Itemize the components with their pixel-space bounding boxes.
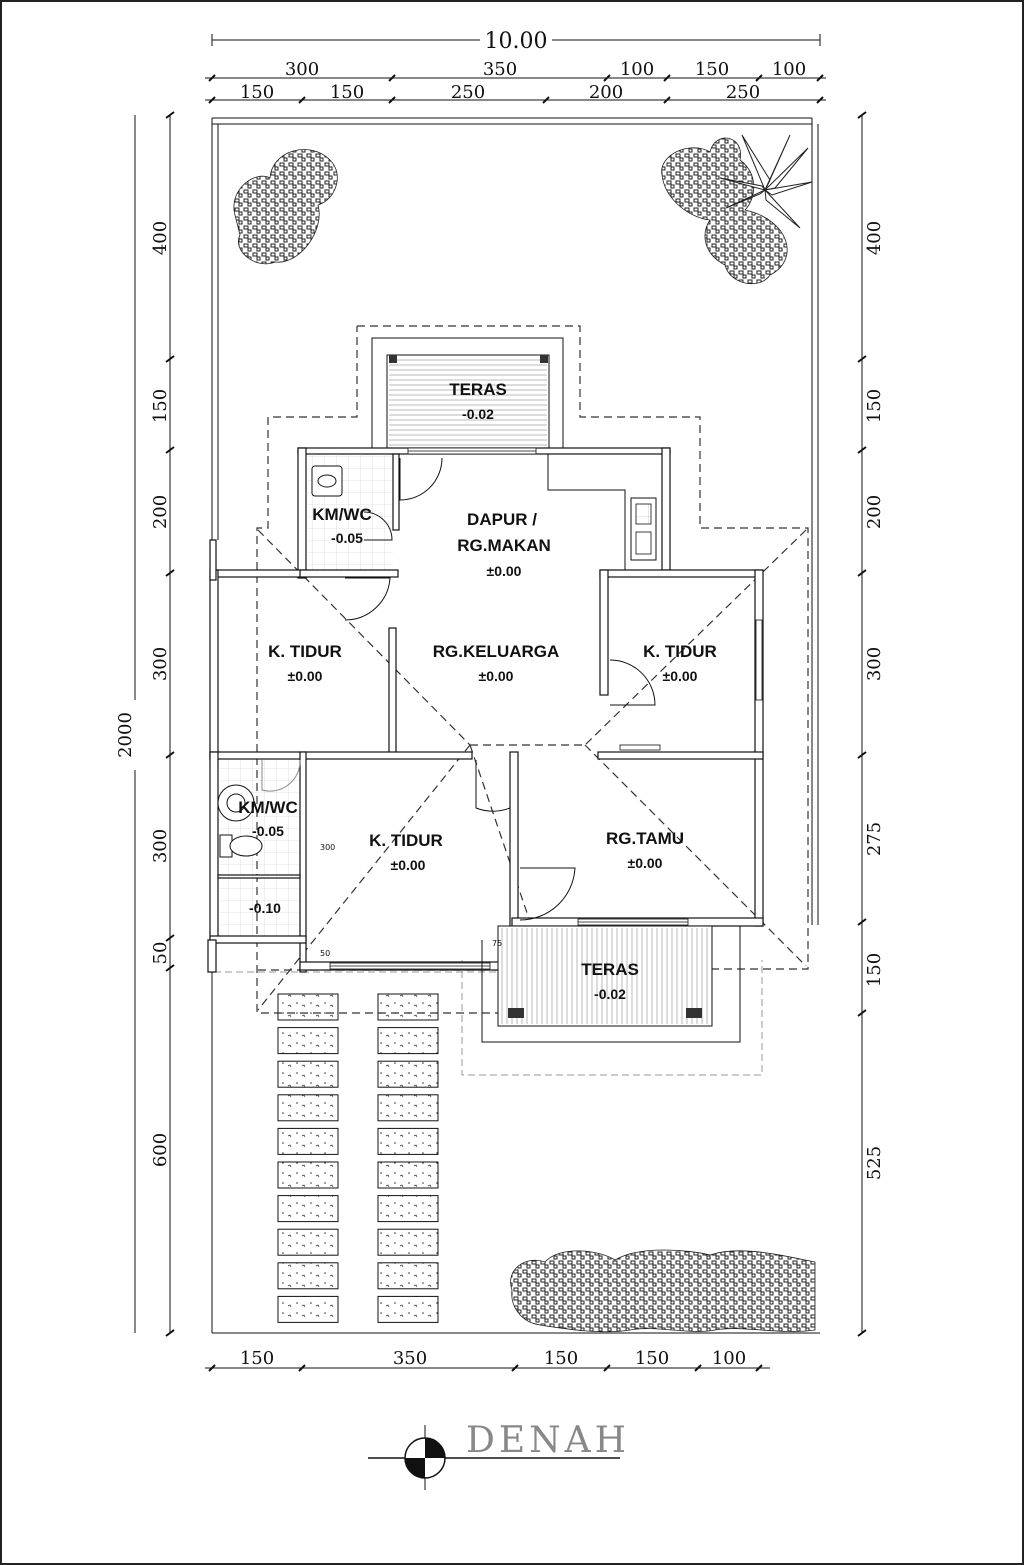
stepping-stone: [278, 1095, 338, 1121]
teras-top-name: TERAS: [449, 380, 507, 399]
stepping-stone: [278, 994, 338, 1020]
dim-left-e: 300: [150, 828, 171, 864]
dim-bottom-b: 350: [392, 1348, 428, 1369]
hedge-bottom-right: [511, 1250, 815, 1332]
small-dim-75: 75: [492, 939, 503, 948]
dim-top-1-b: 350: [482, 59, 518, 80]
drawing-title: [368, 1420, 630, 1490]
tamu-level: ±0.00: [627, 855, 663, 871]
stepping-stone: [278, 1196, 338, 1222]
dim-top-1-e: 100: [771, 59, 807, 80]
stepping-stone: [378, 1296, 438, 1322]
keluarga-level: ±0.00: [478, 668, 514, 684]
dim-top-1-a: 300: [284, 59, 320, 80]
tidur-bottom-name: K. TIDUR: [369, 831, 443, 850]
tidur-right-level: ±0.00: [662, 668, 698, 684]
service-level: -0.10: [249, 900, 281, 916]
dim-top-2-b: 150: [329, 82, 365, 103]
tamu-name: RG.TAMU: [605, 829, 685, 848]
teras-bottom-level: -0.02: [594, 986, 626, 1002]
dapur-level: ±0.00: [486, 563, 522, 579]
dim-top-2-e: 250: [725, 82, 761, 103]
stepping-stone: [378, 1095, 438, 1121]
dim-bottom-c: 150: [543, 1348, 579, 1369]
tidur-left-name: K. TIDUR: [268, 642, 342, 661]
dim-right-e: 275: [864, 821, 885, 857]
dim-bottom-a: 150: [239, 1348, 275, 1369]
dim-right-g: 525: [864, 1145, 885, 1181]
dim-top-2-c: 250: [450, 82, 486, 103]
stepping-stone: [278, 1296, 338, 1322]
dim-bottom-e: 100: [711, 1348, 747, 1369]
tidur-right-name: K. TIDUR: [643, 642, 717, 661]
stepping-stones: [278, 994, 438, 1322]
overall-width-label: 10.00: [484, 29, 548, 54]
kmwc-bottom-name: KM/WC: [238, 798, 298, 817]
teras-top-level: -0.02: [462, 406, 494, 422]
stepping-stone: [278, 1162, 338, 1188]
dim-right-b: 150: [864, 388, 885, 424]
stepping-stone: [378, 994, 438, 1020]
dim-top-2-a: 150: [239, 82, 275, 103]
dim-right-d: 300: [864, 646, 885, 682]
overall-length-label: 2000: [115, 712, 136, 758]
dim-top-1-c: 100: [619, 59, 655, 80]
dim-left-d: 300: [150, 646, 171, 682]
stepping-stone: [378, 1162, 438, 1188]
stepping-stone: [278, 1128, 338, 1154]
dim-right-f: 150: [864, 952, 885, 988]
dim-left-f: 50: [150, 941, 171, 965]
dapur-name-1: DAPUR /: [467, 510, 537, 529]
kmwc-bottom-level: -0.05: [252, 823, 284, 839]
dim-left-b: 150: [150, 388, 171, 424]
stepping-stone: [378, 1196, 438, 1222]
dim-top-2-d: 200: [588, 82, 624, 103]
stepping-stone: [278, 1229, 338, 1255]
dapur-name-2: RG.MAKAN: [457, 536, 551, 555]
terrace-bottom: [482, 926, 740, 1042]
stepping-stone: [278, 1263, 338, 1289]
stepping-stone: [378, 1263, 438, 1289]
tidur-left-level: ±0.00: [287, 668, 323, 684]
keluarga-name: RG.KELUARGA: [432, 642, 560, 661]
north-symbol-icon: [405, 1438, 445, 1478]
dim-top-1-d: 150: [694, 59, 730, 80]
dim-right-c: 200: [864, 494, 885, 530]
small-dim-300: 300: [320, 843, 336, 852]
dim-right-a: 400: [864, 220, 885, 256]
stepping-stone: [278, 1061, 338, 1087]
dim-left-g: 600: [150, 1132, 171, 1168]
stepping-stone: [378, 1128, 438, 1154]
title-text: DENAH: [466, 1420, 631, 1461]
tree-top-left: [234, 150, 337, 264]
dim-left-a: 400: [150, 220, 171, 256]
stepping-stone: [378, 1028, 438, 1054]
tidur-bottom-level: ±0.00: [390, 857, 426, 873]
kmwc-top-level: -0.05: [331, 530, 363, 546]
stepping-stone: [278, 1028, 338, 1054]
dim-left-c: 200: [150, 494, 171, 530]
stepping-stone: [378, 1061, 438, 1087]
kmwc-top-name: KM/WC: [312, 505, 372, 524]
teras-bottom-name: TERAS: [581, 960, 639, 979]
small-dim-50: 50: [320, 949, 331, 958]
stepping-stone: [378, 1229, 438, 1255]
tree-top-right: [662, 135, 812, 284]
dim-bottom-d: 150: [634, 1348, 670, 1369]
